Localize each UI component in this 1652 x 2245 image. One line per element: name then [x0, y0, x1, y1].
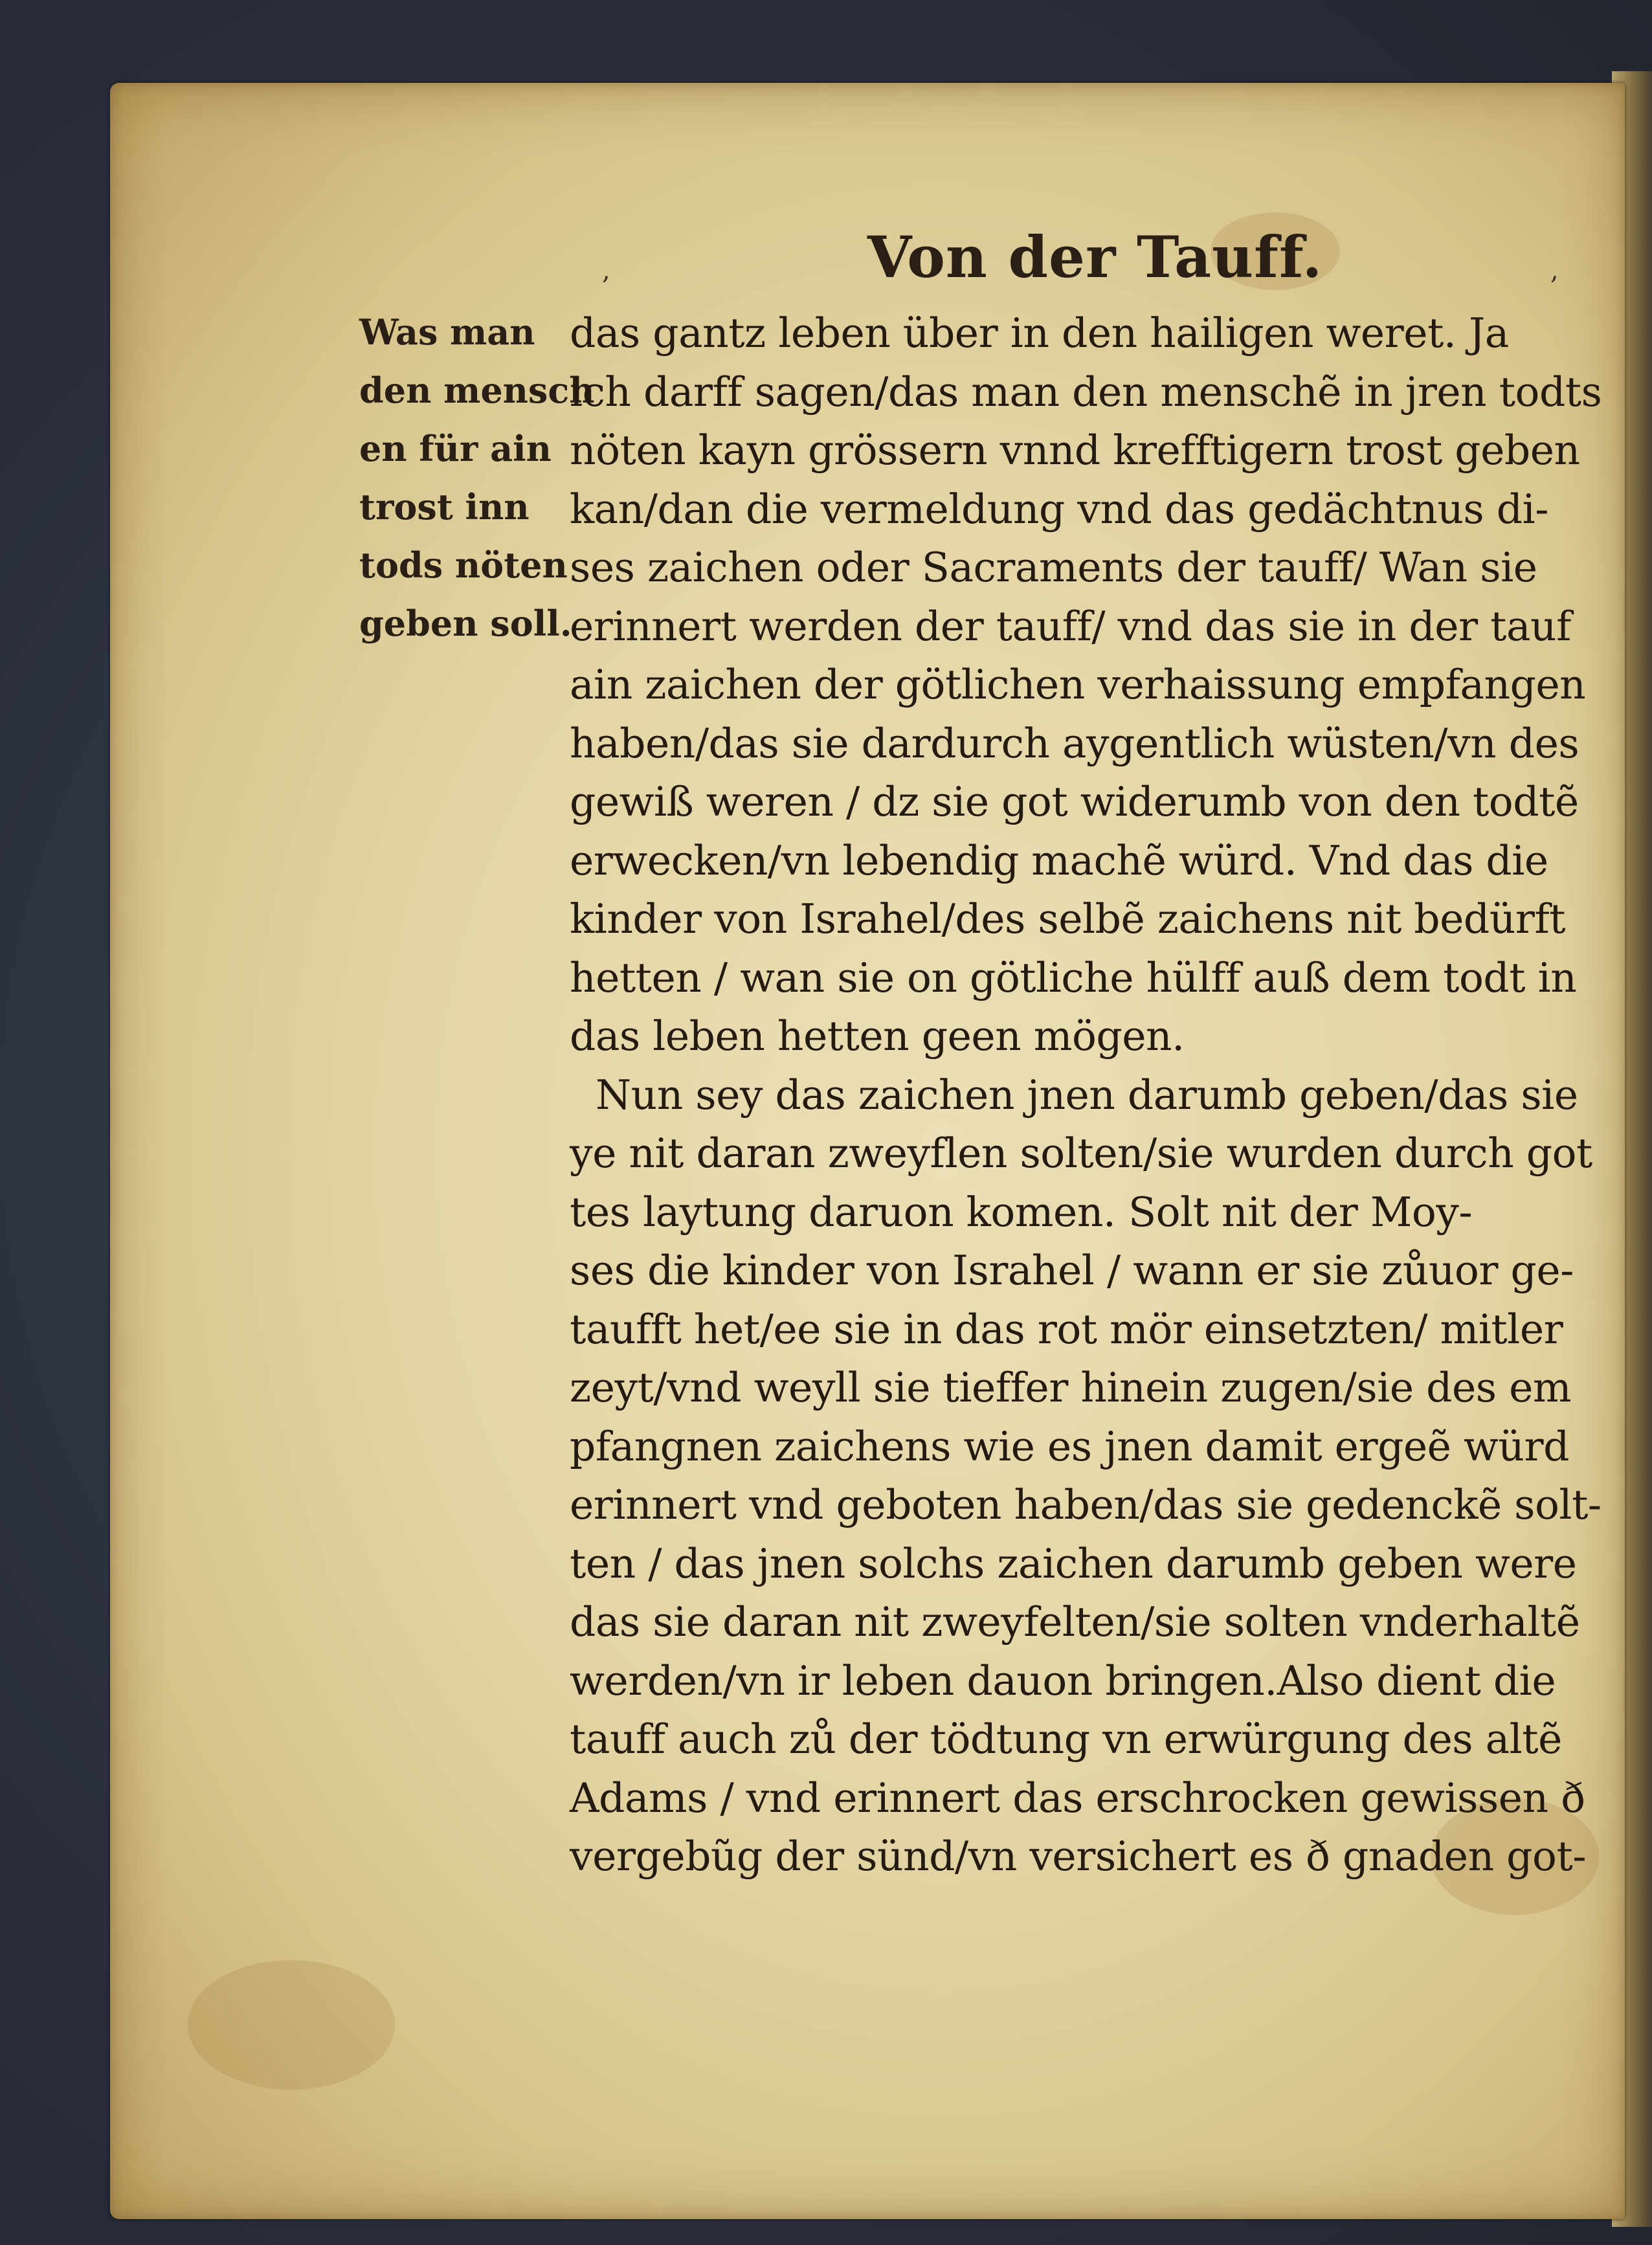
- text-line: das leben hetten geen mögen.: [570, 1012, 1185, 1060]
- text-line: das gantz leben über in den hailigen weret. Ja: [570, 309, 1509, 357]
- text-line: taufft het/ee sie in das rot mör einsetzten/ mitler: [570, 1305, 1563, 1353]
- text-line: pfangnen zaichens wie es jnen damit ergeẽ würd: [570, 1422, 1569, 1470]
- text-line: erinnert vnd geboten haben/das sie gedenckẽ solt-: [570, 1481, 1602, 1528]
- text-line: nöten kayn grössern vnnd krefftigern trost geben: [570, 427, 1580, 474]
- text-line: ye nit daran zweyflen solten/sie wurden durch got: [570, 1130, 1592, 1177]
- main-text-block: [570, 304, 1602, 1886]
- marginal-gloss: [359, 303, 595, 653]
- text-line: das sie daran nit zweyfelten/sie solten vnderhaltẽ: [570, 1598, 1580, 1646]
- text-line: ses zaichen oder Sacraments der tauff/ Wan sie: [570, 544, 1537, 591]
- text-line: ain zaichen der götlichen verhaissung empfangen: [570, 661, 1586, 708]
- gloss-line: trost inn: [359, 486, 530, 528]
- gloss-line: den mensch: [359, 370, 595, 411]
- text-line: Nun sey das zaichen jnen darumb geben/das sie: [596, 1071, 1578, 1119]
- gloss-line: en für ain: [359, 428, 552, 469]
- text-line: ten / das jnen solchs zaichen darumb geben were: [570, 1539, 1577, 1587]
- gloss-line: tods nöten: [359, 544, 568, 586]
- text-line: kan/dan die vermeldung vnd das gedächtnus di-: [570, 485, 1549, 533]
- text-line: kinder von Israhel/des selbẽ zaichens nit bedürft: [570, 895, 1566, 943]
- text-line: zeyt/vnd weyll sie tieffer hinein zugen/sie des em: [570, 1364, 1572, 1411]
- text-line: Adams / vnd erinnert das erschrocken gewissen ð: [570, 1774, 1585, 1822]
- text-line: ich darff sagen/das man den menschẽ in jren todts: [570, 368, 1602, 416]
- text-line: tes laytung daruon komen. Solt nit der Moy-: [570, 1188, 1473, 1236]
- ink-mark: ,: [1550, 256, 1559, 285]
- text-line: erwecken/vn lebendig machẽ würd. Vnd das die: [570, 836, 1548, 884]
- text-line: gewiß weren / dz sie got widerumb von den todtẽ: [570, 778, 1579, 825]
- text-line: haben/das sie dardurch aygentlich wüsten/vn des: [570, 719, 1579, 767]
- text-line: werden/vn ir leben dauon bringen.Also dient die: [570, 1657, 1556, 1704]
- running-header: Von der Tauff.: [867, 223, 1323, 291]
- text-line: ses die kinder von Israhel / wann er sie zůuor ge-: [570, 1247, 1574, 1294]
- foxing-stain: [188, 1960, 395, 2090]
- text-line: tauff auch zů der tödtung vn erwürgung des altẽ: [570, 1715, 1562, 1763]
- ink-mark: ,: [602, 256, 610, 285]
- text-line: erinnert werden der tauff/ vnd das sie in der tauf: [570, 602, 1571, 650]
- text-line: vergebũg der sünd/vn versichert es ð gnaden got-: [570, 1833, 1587, 1880]
- gloss-line: Was man: [359, 311, 535, 353]
- gloss-line: geben soll.: [359, 603, 572, 644]
- text-line: hetten / wan sie on götliche hülff auß dem todt in: [570, 954, 1577, 1001]
